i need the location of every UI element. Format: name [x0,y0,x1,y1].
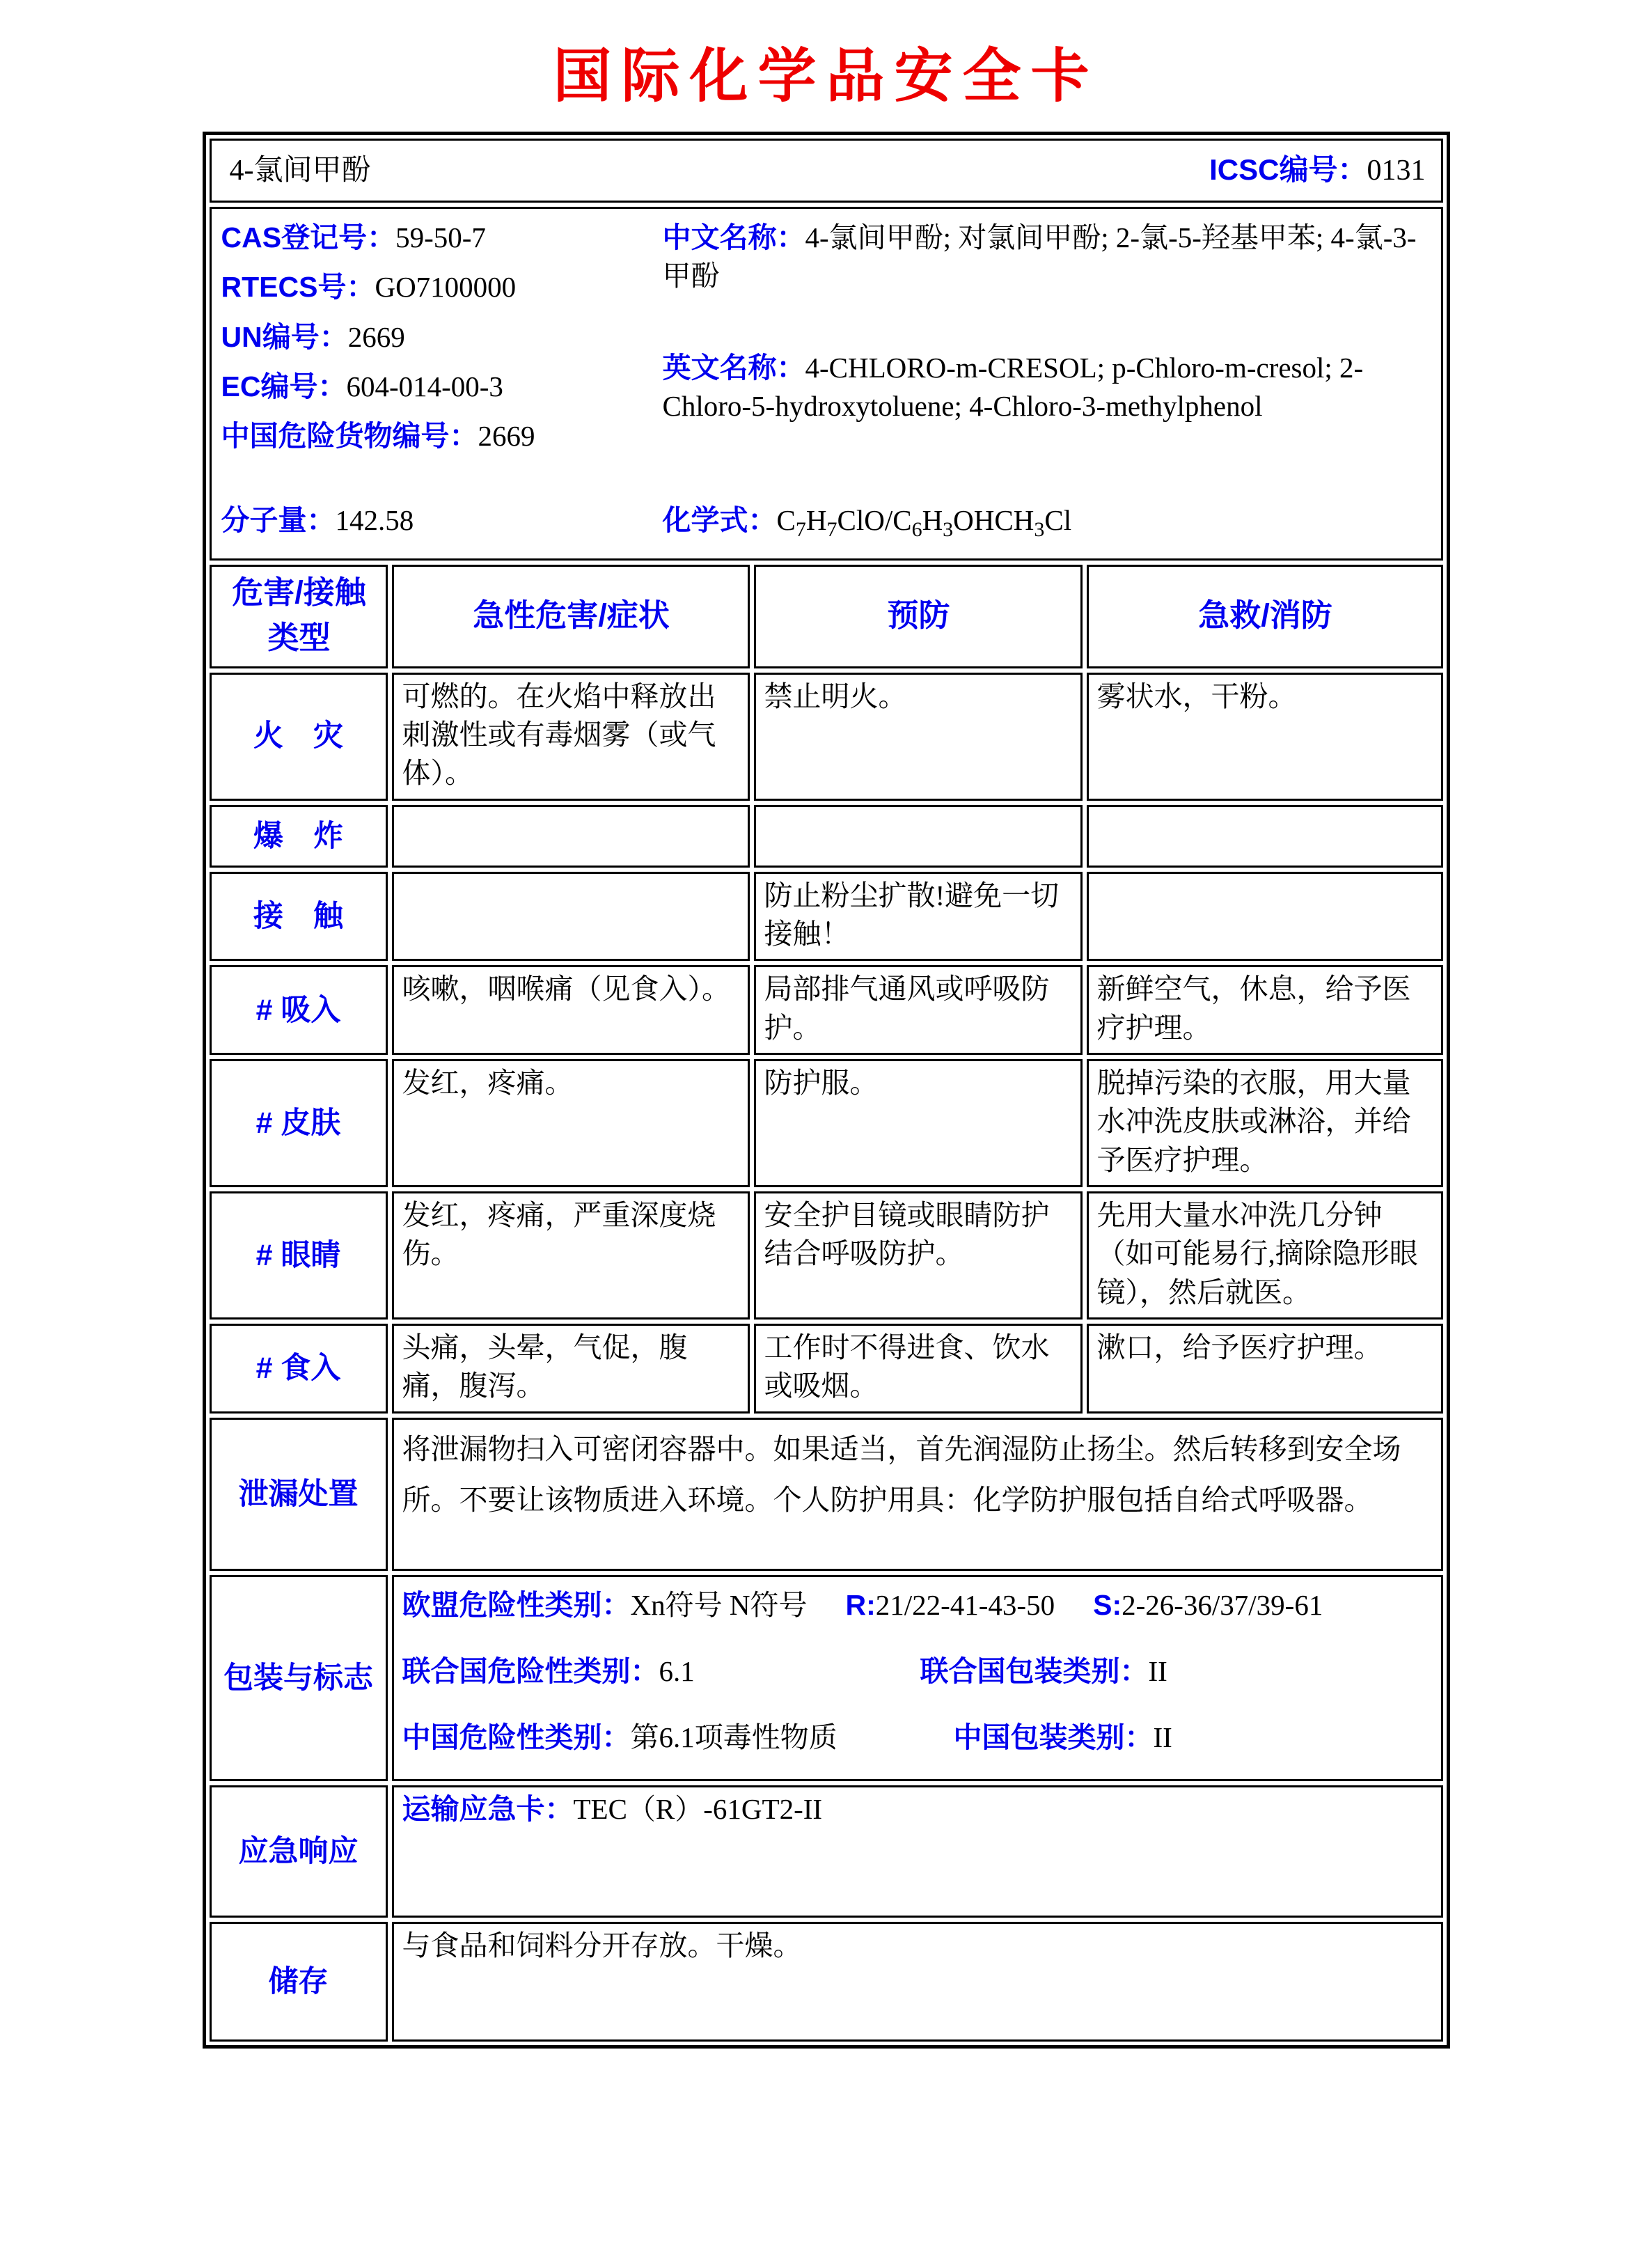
fire-response: 雾状水，干粉。 [1087,673,1443,801]
eyes-prevention: 安全护目镜或眼睛防护结合呼吸防护。 [754,1191,1083,1320]
table-row-fire [210,673,1443,801]
inhalation-prevention: 局部排气通风或呼吸防护。 [754,965,1083,1055]
row-type-label: # 食入 [210,1324,388,1414]
fire-symptoms: 可燃的。在火焰中释放出刺激性或有毒烟雾（或气体）。 [392,673,750,801]
icsc-number: ICSC编号：0131 [1209,153,1426,187]
table-row-skin [210,1059,1443,1187]
header-prevention: 预防 [754,565,1083,668]
eu-hazard-class-line: 欧盟危险性类别：Xn符号 N符号 R:21/22-41-43-50 S:2-26-36/37/39-61 [402,1588,1323,1621]
english-name: 英文名称：4-CHLORO-m-CRESOL; p-Chloro-m-cresol; 2-Chloro-5-hydroxytoluene; 4-Chloro-3-methylphenol [662,351,1364,423]
china-class-line: 中国危险性类别：第6.1项毒性物质 中国包装类别：II [402,1721,1172,1753]
name-row [210,139,1443,203]
spill-disposal-text: 将泄漏物扫入可密闭容器中。如果适当，首先润湿防止扬尘。然后转移到安全场所。不要让该物质进入环境。个人防护用具：化学防护服包括自给式呼吸器。 [392,1418,1443,1571]
eyes-symptoms: 发红，疼痛，严重深度烧伤。 [392,1191,750,1320]
table-row-ingestion [210,1324,1443,1414]
header-response: 急救/消防 [1087,565,1443,668]
info-cell [210,207,1443,561]
inhalation-response: 新鲜空气，休息，给予医疗护理。 [1087,965,1443,1055]
explosion-response [1087,805,1443,868]
row-type-label: # 吸入 [210,965,388,1055]
safety-card [203,132,1450,2049]
skin-prevention: 防护服。 [754,1059,1083,1187]
molecular-row [221,501,1430,545]
exposure-response [1087,872,1443,962]
rtecs-number: RTECS号：GO7100000 [221,271,517,304]
inhalation-symptoms: 咳嗽，咽喉痛（见食入）。 [392,965,750,1055]
identifier-list [221,219,653,467]
molecular-weight: 分子量：142.58 [221,504,414,537]
packaging-labelling-content [392,1575,1443,1781]
row-type-label: 火 灾 [210,673,388,801]
row-type-label: # 眼睛 [210,1191,388,1320]
row-type-label: # 皮肤 [210,1059,388,1187]
transport-card-value: TEC（R）-61GT2-II [573,1792,823,1825]
exposure-symptoms [392,872,750,962]
icsc-label: ICSC编号： [1209,153,1367,187]
explosion-symptoms [392,805,750,868]
info-row [210,207,1443,561]
cas-number: CAS登记号：59-50-7 [221,221,486,253]
storage-text: 与食品和饲料分开存放。干燥。 [392,1922,1443,2042]
section-label: 储存 [210,1922,388,2042]
hazard-table-header [210,565,1443,668]
row-type-label: 爆 炸 [210,805,388,868]
header-symptoms: 急性危害/症状 [392,565,750,668]
explosion-prevention [754,805,1083,868]
section-emergency-response [210,1785,1443,1918]
china-dg-number: 中国危险货物编号：2669 [221,420,535,453]
eyes-response: 先用大量水冲洗几分钟（如可能易行,摘除隐形眼镜），然后就医。 [1087,1191,1443,1320]
ingestion-symptoms: 头痛，头晕，气促，腹痛，腹泻。 [392,1324,750,1414]
page-title: 国际化学品安全卡 [553,45,1099,109]
table-row-eyes [210,1191,1443,1320]
emergency-response-content [392,1785,1443,1918]
fire-prevention: 禁止明火。 [754,673,1083,801]
un-class-line: 联合国危险性类别：6.1 联合国包装类别：II [402,1654,1167,1687]
ingestion-response: 漱口，给予医疗护理。 [1087,1324,1443,1414]
un-number: UN编号：2669 [221,320,405,353]
ingestion-prevention: 工作时不得进食、饮水或吸烟。 [754,1324,1083,1414]
names-block [663,219,1430,467]
table-row-exposure [210,872,1443,962]
substance-name: 4-氯间甲酚 [229,154,371,187]
chemical-formula: 化学式：$C_7H_7ClO/C_6H_3OHCH_3Cl$ [662,504,1072,542]
table-row-inhalation [210,965,1443,1055]
header-hazard-type: 危害/接触 类型 [210,565,388,668]
section-packaging-labelling [210,1575,1443,1781]
exposure-prevention: 防止粉尘扩散!避免一切接触！ [754,872,1083,962]
section-spill-disposal [210,1418,1443,1571]
name-cell [210,139,1443,203]
table-row-explosion [210,805,1443,868]
section-label: 应急响应 [210,1785,388,1918]
info-grid [221,219,1430,467]
chinese-name: 中文名称：4-氯间甲酚; 对氯间甲酚; 2-氯-5-羟基甲苯; 4-氯-3-甲酚 [662,221,1417,292]
section-label: 包装与标志 [210,1575,388,1781]
section-storage [210,1922,1443,2042]
skin-symptoms: 发红，疼痛。 [392,1059,750,1187]
ec-number: EC编号：604-014-00-3 [221,370,503,403]
row-type-label: 接 触 [210,872,388,962]
section-label: 泄漏处置 [210,1418,388,1571]
transport-card-label: 运输应急卡： [402,1792,574,1825]
skin-response: 脱掉污染的衣服，用大量水冲洗皮肤或淋浴，并给予医疗护理。 [1087,1059,1443,1187]
